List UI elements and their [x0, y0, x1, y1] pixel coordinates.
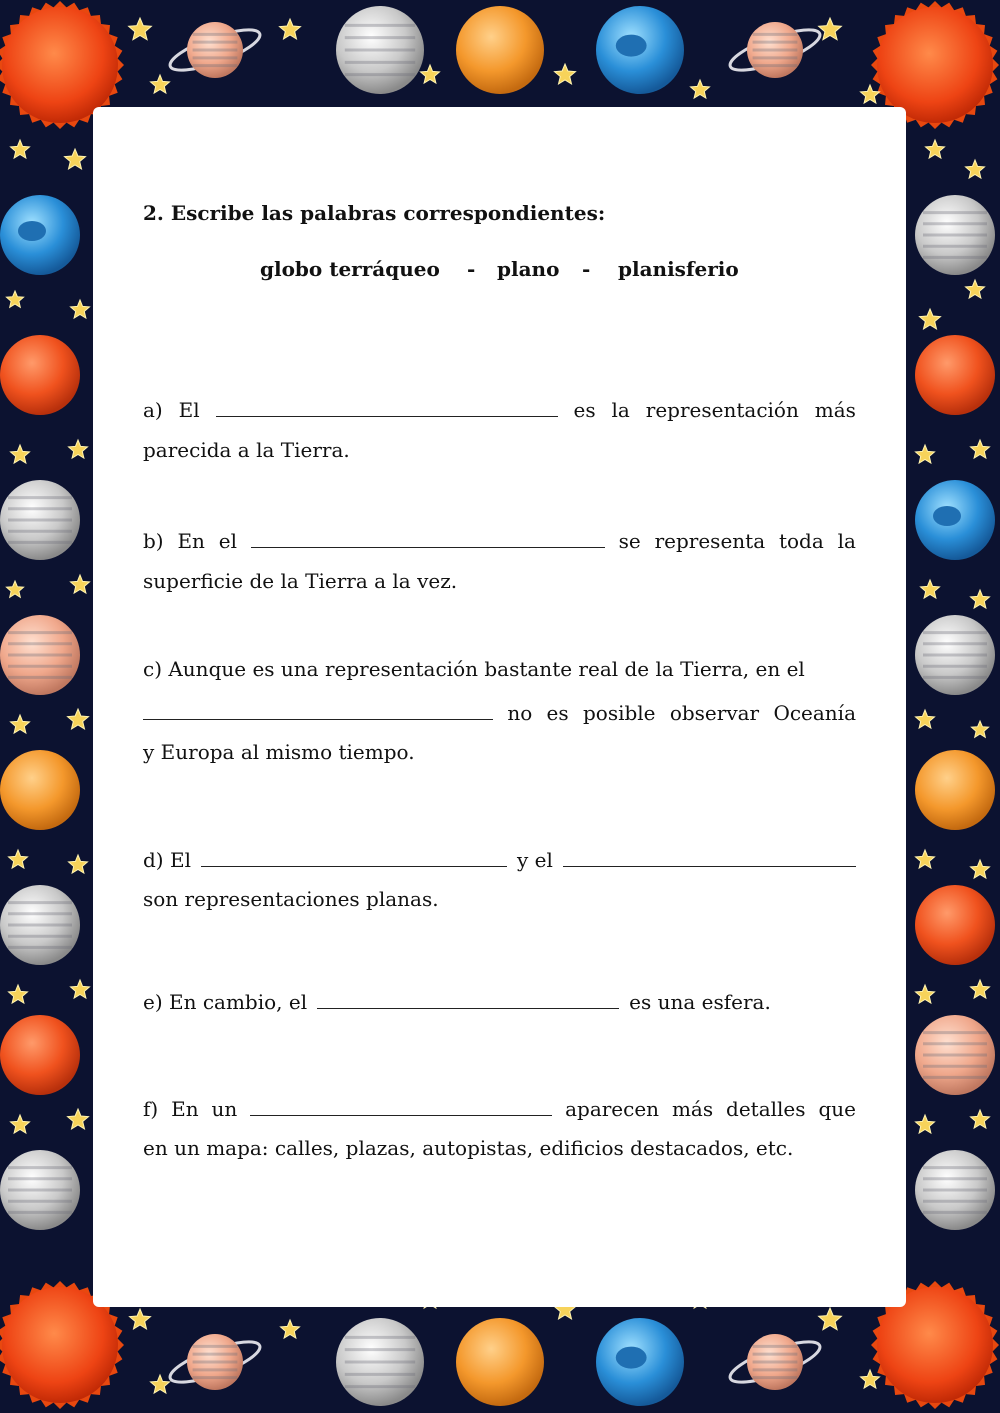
planet-icon	[456, 6, 544, 94]
planet-icon	[336, 1318, 424, 1406]
planet-icon	[0, 750, 80, 830]
planet-icon	[915, 885, 995, 965]
item-e-blank[interactable]	[317, 990, 619, 1009]
item-e-before: e) En cambio, el	[143, 990, 308, 1014]
item-a-word: representación	[645, 398, 799, 422]
item-f-label: f)	[143, 1097, 159, 1121]
item-c-word: no	[507, 701, 533, 725]
planet-icon	[0, 1015, 80, 1095]
item-b-word: En	[177, 529, 205, 553]
item-d-blank-1[interactable]	[201, 848, 507, 867]
item-f-word: un	[211, 1097, 238, 1121]
item-e-after: es una esfera.	[629, 990, 771, 1014]
word-bank-plano: plano	[497, 257, 560, 281]
item-a-line1	[143, 398, 856, 422]
planet-icon	[915, 615, 995, 695]
item-b-line2: superficie de la Tierra a la vez.	[143, 569, 458, 593]
word-bank-separator: -	[582, 257, 591, 281]
item-c-line3: y Europa al mismo tiempo.	[143, 740, 415, 764]
word-bank-globo: globo terráqueo	[260, 257, 440, 281]
item-f-word: detalles	[726, 1097, 806, 1121]
planet-icon	[0, 885, 80, 965]
item-c-line1: c) Aunque es una representación bastante real de la Tierra, en el	[143, 657, 805, 681]
item-e-line1	[143, 990, 771, 1014]
item-f-word: aparecen	[565, 1097, 660, 1121]
planet-icon	[0, 1150, 80, 1230]
item-a-line2: parecida a la Tierra.	[143, 438, 350, 462]
item-f-word: En	[171, 1097, 199, 1121]
item-c-blank[interactable]	[143, 701, 493, 720]
planet-icon	[336, 6, 424, 94]
item-a-word: El	[178, 398, 200, 422]
item-c-word: posible	[582, 701, 656, 725]
planet-icon	[0, 615, 80, 695]
item-c-word: Oceanía	[773, 701, 856, 725]
planet-icon	[915, 480, 995, 560]
planet-icon	[596, 1318, 684, 1406]
item-b-word: se	[618, 529, 641, 553]
planet-icon	[915, 750, 995, 830]
item-a-blank[interactable]	[216, 398, 558, 417]
item-f-line2: en un mapa: calles, plazas, autopistas, edificios destacados, etc.	[143, 1136, 794, 1160]
item-b-word: toda	[778, 529, 824, 553]
item-b-label: b)	[143, 529, 164, 553]
item-c-word: es	[546, 701, 569, 725]
planet-icon	[0, 195, 80, 275]
planet-icon	[456, 1318, 544, 1406]
item-a-word: la	[611, 398, 630, 422]
item-f-blank[interactable]	[250, 1097, 552, 1116]
item-d-label: d) El	[143, 848, 191, 872]
item-d-blank-2[interactable]	[563, 848, 856, 867]
item-d-line1	[143, 848, 856, 872]
word-bank-planisferio: planisferio	[618, 257, 739, 281]
planet-icon	[915, 335, 995, 415]
planet-icon	[915, 195, 995, 275]
item-b-word: el	[218, 529, 237, 553]
item-d-middle: y el	[516, 848, 553, 872]
planet-icon	[596, 6, 684, 94]
item-f-line1	[143, 1097, 856, 1121]
item-d-line2: son representaciones planas.	[143, 887, 439, 911]
item-a-word: es	[573, 398, 596, 422]
planet-icon	[0, 480, 80, 560]
item-c-line2	[143, 701, 856, 725]
item-a-word: más	[814, 398, 856, 422]
item-f-word: que	[818, 1097, 856, 1121]
planet-icon	[0, 335, 80, 415]
item-b-line1	[143, 529, 856, 553]
item-b-blank[interactable]	[251, 529, 605, 548]
item-f-word: más	[671, 1097, 714, 1121]
item-a-label: a)	[143, 398, 163, 422]
item-b-word: representa	[654, 529, 766, 553]
planet-icon	[915, 1015, 995, 1095]
planet-icon	[915, 1150, 995, 1230]
word-bank-separator: -	[467, 257, 476, 281]
item-b-word: la	[837, 529, 856, 553]
item-c-word: observar	[669, 701, 760, 725]
exercise-title: 2. Escribe las palabras correspondientes:	[143, 201, 606, 225]
